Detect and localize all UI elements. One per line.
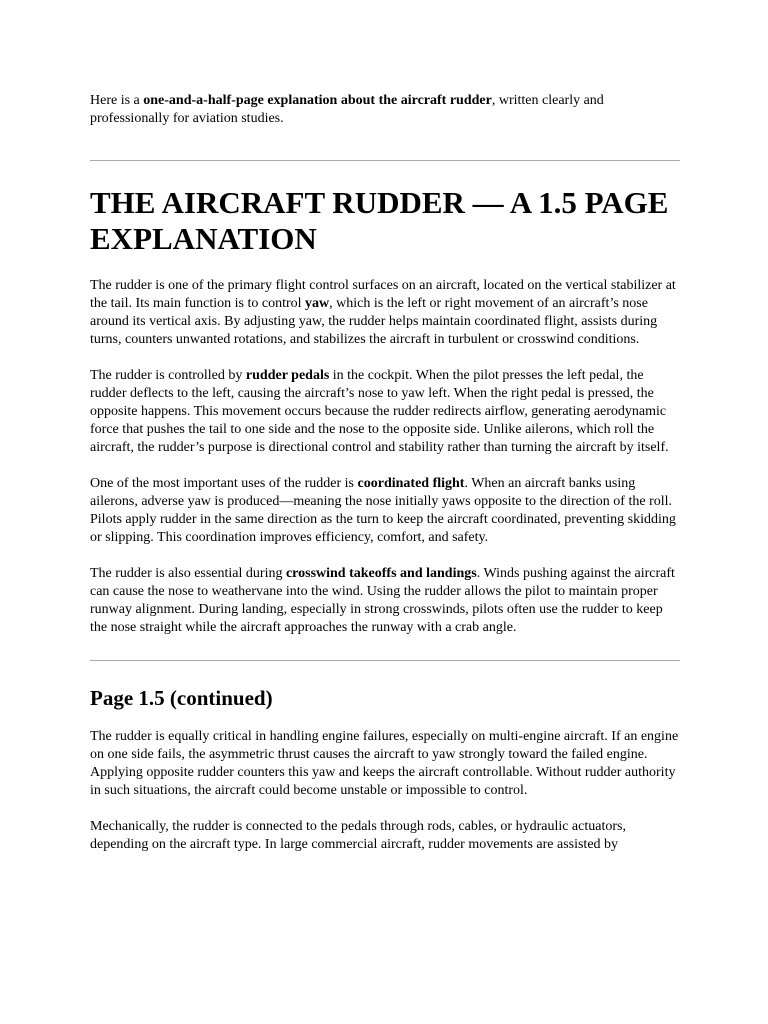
p4-text-2: . Winds pushing against the aircraft can cause the nose to weathervane into the wind. Using the rudder allows the pilot to maintain proper runway alignment. During landing, especially in strong crosswinds, pilots often use the rudder to keep the nose straight while the aircraft approaches the runway with a crab angle. [90, 566, 675, 635]
p4-bold: crosswind takeoffs and landings [285, 566, 477, 581]
paragraph-6: Mechanically, the rudder is connected to the pedals through rods, cables, or hydraulic actuators, depending on the aircraft type. In large commercial aircraft, rudder movements are assisted by [90, 819, 626, 852]
p1-text-2: , which is the left or right movement of an aircraft’s nose around its vertical axis. By adjusting yaw, the rudder helps maintain coordinated flight, assists during turns, counters unwanted rotations, and stabilizes the aircraft in turbulent or crosswind conditions. [90, 296, 658, 347]
p2-text-1: The rudder is controlled by [90, 368, 246, 383]
intro-bold: one-and-a-half-page explanation about the aircraft rudder [143, 93, 492, 108]
intro-text-2: , written clearly and professionally for aviation studies. [90, 93, 604, 126]
p2-bold: rudder pedals [245, 368, 330, 383]
p4-text-1: The rudder is also essential during [90, 566, 286, 581]
divider-top [90, 160, 680, 161]
p3-bold: coordinated flight [357, 476, 465, 491]
document-title: THE AIRCRAFT RUDDER — A 1.5 PAGE EXPLANATION [90, 185, 669, 256]
paragraph-2 [90, 367, 680, 457]
paragraph-5: The rudder is equally critical in handling engine failures, especially on multi-engine aircraft. If an engine on one side fails, the asymmetric thrust causes the aircraft to yaw strongly toward the failed engine. Applying opposite rudder counters this yaw and keeps the aircraft controllable. Without rudder authority in such situations, the aircraft could become unstable or impossible to control. [90, 729, 679, 798]
divider-middle [90, 660, 680, 661]
intro-paragraph [90, 92, 680, 128]
p3-text-2: . When an aircraft banks using ailerons, adverse yaw is produced—meaning the nose initially yaws opposite to the direction of the roll. Pilots apply rudder in the same direction as the turn to keep the aircraft coordinated, preventing skidding or slipping. This coordination improves efficiency, comfort, and safety. [90, 476, 676, 545]
document-page [90, 92, 680, 854]
section-heading: Page 1.5 (continued) [90, 686, 273, 710]
p3-text-1: One of the most important uses of the rudder is [90, 476, 358, 491]
p2-text-2: in the cockpit. When the pilot presses the left pedal, the rudder deflects to the left, causing the aircraft’s nose to yaw left. When the right pedal is pressed, the opposite happens. This movement occurs because the rudder redirects airflow, generating aerodynamic force that pushes the tail to one side and the nose to the opposite side. Unlike ailerons, which roll the aircraft, the rudder’s purpose is directional control and stability rather than turning the aircraft by itself. [90, 368, 669, 455]
paragraph-3 [90, 475, 680, 547]
p1-text-1: The rudder is one of the primary flight control surfaces on an aircraft, located on the vertical stabilizer at the tail. Its main function is to control [90, 278, 676, 311]
paragraph-4 [90, 565, 680, 637]
intro-text-1: Here is a [90, 93, 144, 108]
paragraph-1 [90, 277, 680, 349]
p1-bold: yaw [305, 296, 330, 311]
